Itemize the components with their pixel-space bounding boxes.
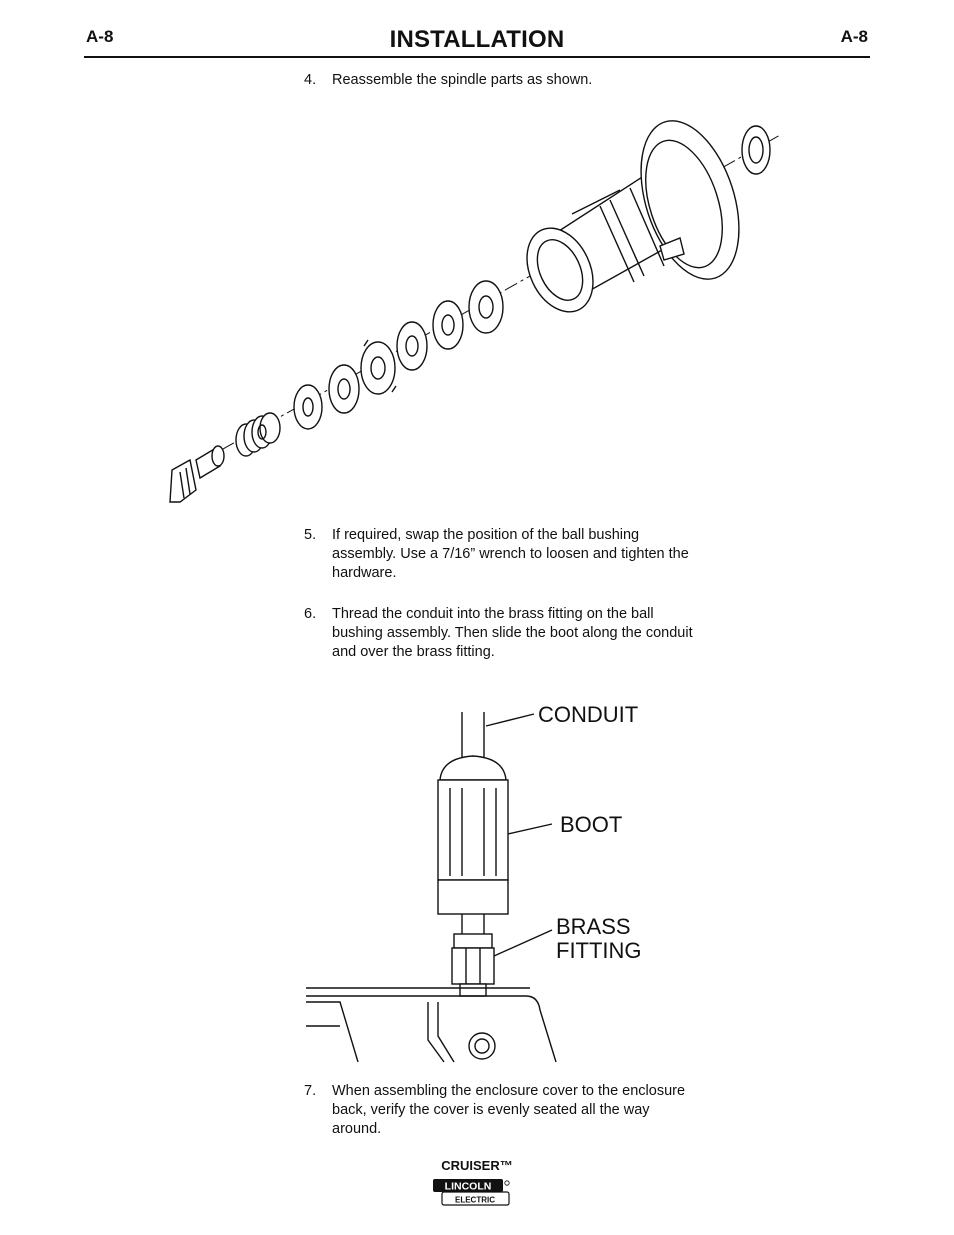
step-number: 5. <box>304 527 317 543</box>
spring-part <box>236 413 280 456</box>
page-title: INSTALLATION <box>389 26 565 53</box>
step-number: 4. <box>304 72 317 88</box>
label-conduit: CONDUIT <box>538 702 639 727</box>
step-4 <box>304 71 694 90</box>
step-text: If required, swap the position of the ball bushing assembly. Use a 7/16” wrench to loosen and tighten the hardware. <box>332 527 689 581</box>
step-text: When assembling the enclosure cover to the enclosure back, verify the cover is evenly seated all the way around. <box>332 1083 686 1137</box>
step-6 <box>304 605 694 662</box>
logo-bottom-text: ELECTRIC <box>455 1195 495 1205</box>
brass-fitting-part <box>452 934 494 996</box>
conduit-boot-diagram <box>300 700 660 1065</box>
page-number-left: A-8 <box>86 27 114 46</box>
step-number: 6. <box>304 606 317 622</box>
step-number: 7. <box>304 1083 317 1099</box>
step-5 <box>304 526 694 583</box>
spindle-body <box>514 110 757 323</box>
label-brass: BRASS <box>556 914 631 939</box>
conduit-leader <box>486 714 534 726</box>
end-washer-part <box>742 126 770 174</box>
enclosure-part <box>306 988 556 1062</box>
boot-leader <box>508 824 552 834</box>
model-name: CRUISER™ <box>441 1158 513 1173</box>
knob-part <box>170 446 224 502</box>
label-fitting: FITTING <box>556 938 642 963</box>
label-boot: BOOT <box>560 812 623 837</box>
step-7 <box>304 1082 694 1139</box>
header-rule <box>84 56 870 58</box>
washer-parts <box>294 281 503 429</box>
step-text: Thread the conduit into the brass fitting on the ball bushing assembly. Then slide the boot along the conduit and over the brass fitting. <box>332 606 693 660</box>
conduit-part <box>462 712 484 760</box>
lincoln-electric-logo <box>432 1178 512 1208</box>
spindle-exploded-diagram <box>160 110 790 510</box>
logo-top-text: LINCOLN <box>444 1180 492 1193</box>
step-text: Reassemble the spindle parts as shown. <box>332 72 593 88</box>
page-number-right: A-8 <box>840 27 868 46</box>
brass-fitting-leader <box>494 930 552 956</box>
boot-part <box>438 756 508 934</box>
